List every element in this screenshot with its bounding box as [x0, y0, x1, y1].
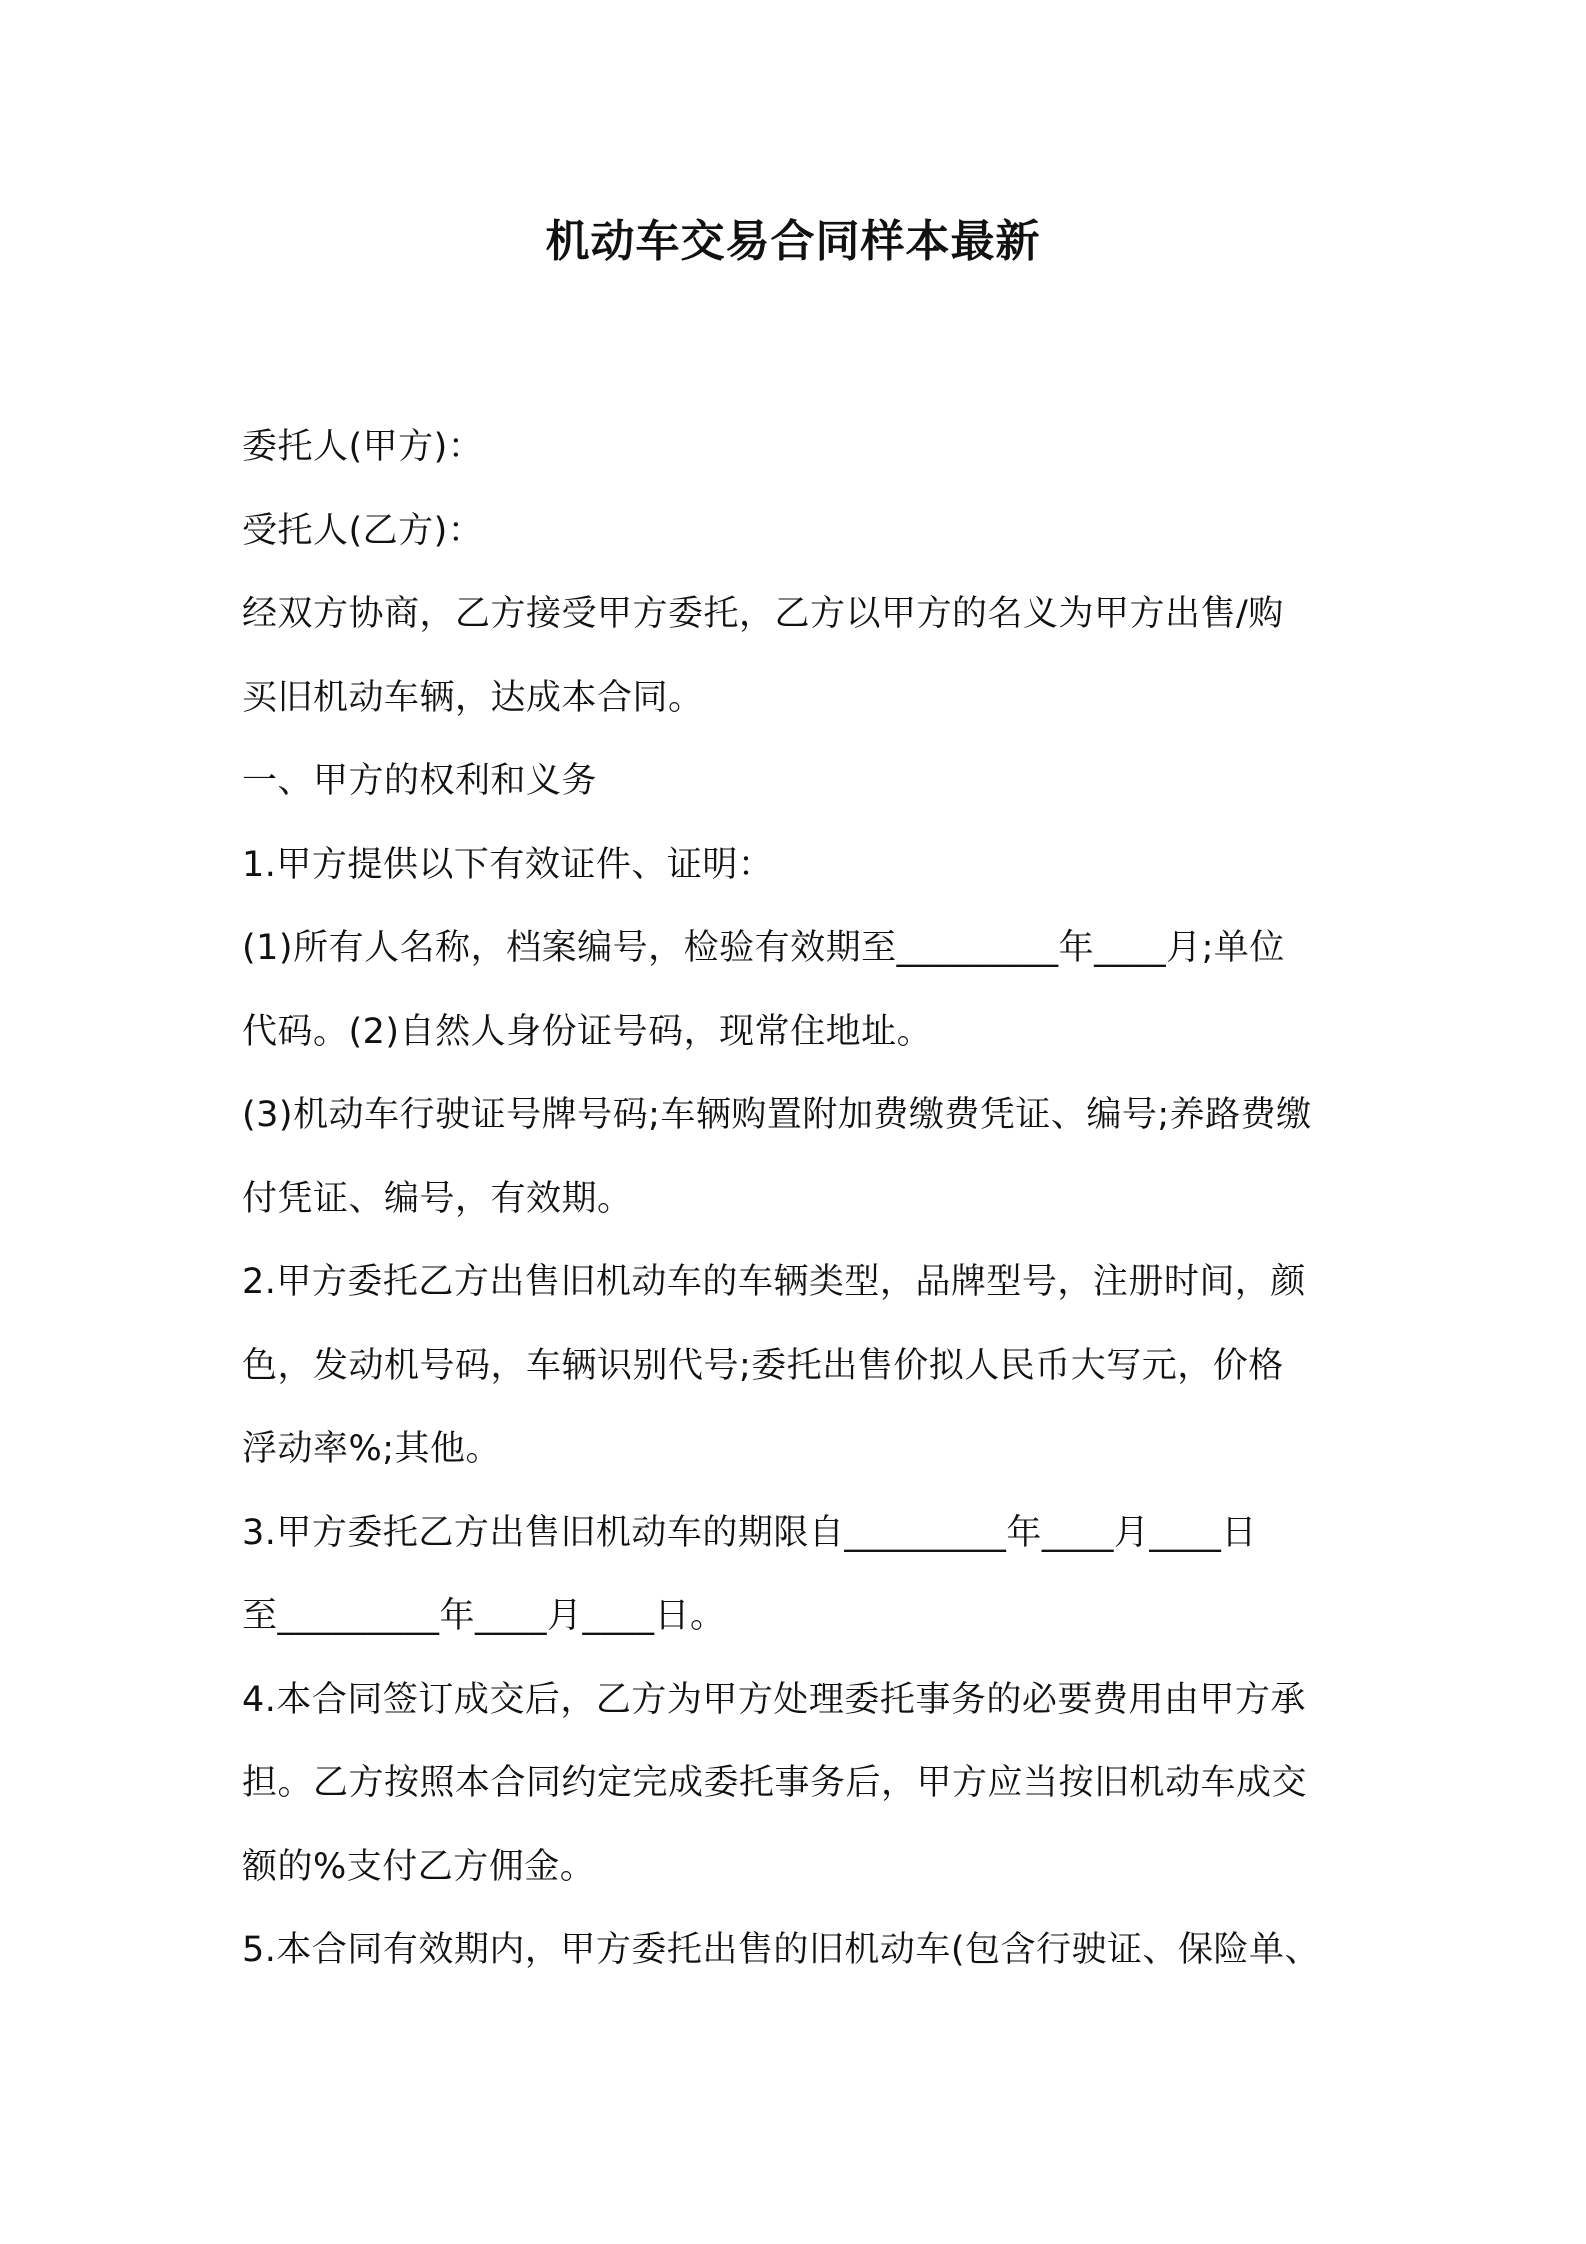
clause-1-3-a: (3)机动车行驶证号牌号码;车辆购置附加费缴费凭证、编号;养路费缴 — [242, 1095, 1312, 1135]
clause-1-1-b: 代码。(2)自然人身份证号码，现常住地址。 — [242, 1011, 933, 1052]
line-preamble-1: 经双方协商，乙方接受甲方委托，乙方以甲方的名义为甲方出售/购 — [242, 594, 1284, 634]
contract-body — [242, 406, 1362, 1993]
clause-3-a: 3.甲方委托乙方出售旧机动车的期限自_________年____月____日 — [242, 1512, 1257, 1553]
clause-1-1-a: (1)所有人名称，档案编号，检验有效期至_________年____月;单位 — [242, 928, 1285, 968]
clause-3-b: 至_________年____月____日。 — [242, 1596, 726, 1636]
clause-4-b: 担。乙方按照本合同约定完成委托事务后，甲方应当按旧机动车成交 — [242, 1763, 1308, 1803]
clause-5-a: 5.本合同有效期内，甲方委托出售的旧机动车(包含行驶证、保险单、 — [242, 1930, 1321, 1970]
line-preamble-2: 买旧机动车辆，达成本合同。 — [242, 677, 704, 718]
line-party-b: 受托人(乙方)： — [242, 510, 484, 551]
line-party-a: 委托人(甲方)： — [242, 427, 484, 467]
clause-1-3-b: 付凭证、编号，有效期。 — [242, 1178, 633, 1219]
clause-2-b: 色，发动机号码，车辆识别代号;委托出售价拟人民币大写元，价格 — [242, 1345, 1284, 1386]
clause-2-c: 浮动率%;其他。 — [242, 1429, 502, 1469]
section-heading-1: 一、甲方的权利和义务 — [242, 761, 598, 801]
document-title: 机动车交易合同样本最新 — [545, 216, 1041, 267]
clause-4-a: 4.本合同签订成交后，乙方为甲方处理委托事务的必要费用由甲方承 — [242, 1679, 1306, 1720]
clause-4-c: 额的%支付乙方佣金。 — [242, 1846, 596, 1887]
clause-2-a: 2.甲方委托乙方出售旧机动车的车辆类型，品牌型号，注册时间，颜 — [242, 1262, 1306, 1302]
clause-1: 1.甲方提供以下有效证件、证明： — [242, 844, 774, 885]
